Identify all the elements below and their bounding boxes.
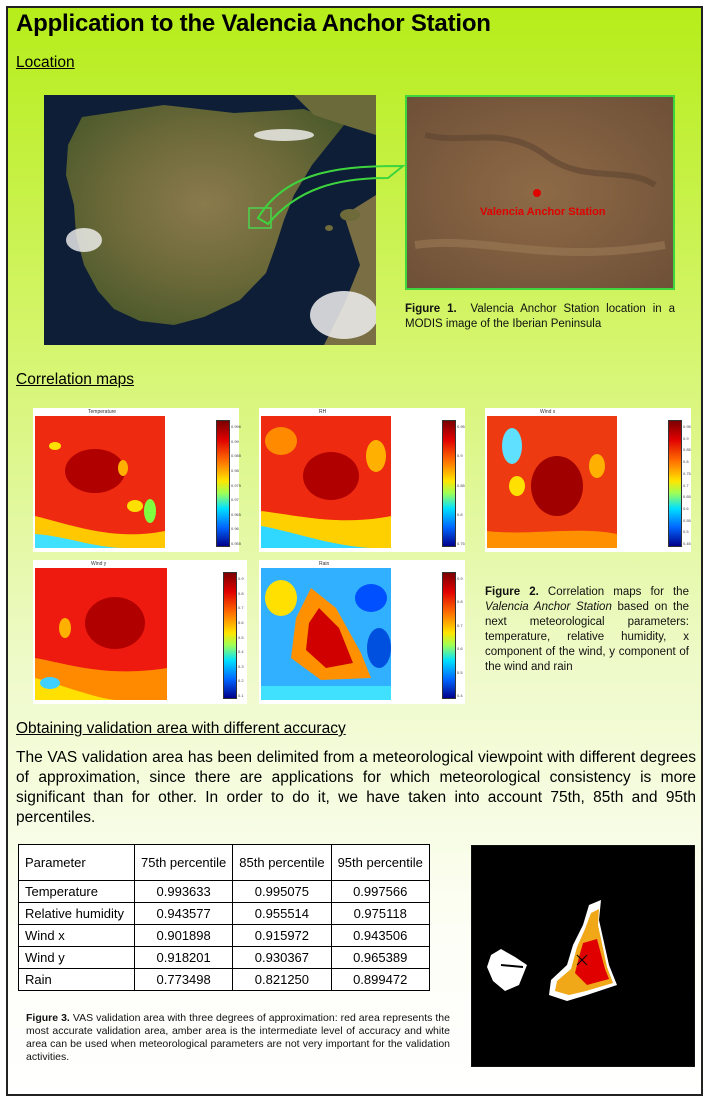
- table-header: Parameter: [19, 845, 135, 881]
- colorbar-tick-label: 0.975: [231, 482, 242, 488]
- vas-zoom-image: [405, 95, 675, 290]
- section-location: Location: [16, 54, 75, 71]
- colorbar-tick-label: 0.9: [683, 435, 689, 441]
- figure2-text-pre: Correlation maps for the: [547, 586, 689, 598]
- colorbar-tick-label: 0.99: [231, 438, 239, 444]
- table-cell: 0.773498: [135, 969, 233, 991]
- table-row: [19, 969, 430, 991]
- corr-map-title: RH: [319, 409, 327, 415]
- table-cell: 0.821250: [233, 969, 331, 991]
- validation-area-map: [471, 845, 695, 1067]
- table-row: [19, 881, 430, 903]
- corr-map-field: [35, 568, 167, 700]
- colorbar-tick-label: 0.55: [683, 517, 691, 523]
- table-cell: 0.943577: [135, 903, 233, 925]
- colorbar-tick-label: 0.5: [238, 634, 244, 640]
- table-cell: Relative humidity: [19, 903, 135, 925]
- colorbar-tick-label: 0.965: [231, 511, 242, 517]
- colorbar-tick-label: 0.95: [683, 424, 691, 429]
- colorbar-tick-label: 0.75: [457, 541, 465, 546]
- corr-map-title: Wind x: [540, 409, 556, 415]
- table-cell: 0.899472: [331, 969, 429, 991]
- colorbar: [668, 420, 682, 547]
- colorbar-tick-label: 0.95: [457, 424, 465, 429]
- colorbar-tick-label: 0.955: [231, 541, 242, 546]
- table-header-row: [19, 845, 430, 881]
- table-cell: 0.901898: [135, 925, 233, 947]
- table-cell: 0.993633: [135, 881, 233, 903]
- section-validation: Obtaining validation area with different accuracy: [16, 720, 346, 737]
- table-cell: Rain: [19, 969, 135, 991]
- table-cell: 0.995075: [233, 881, 331, 903]
- table-cell: 0.915972: [233, 925, 331, 947]
- table-cell: 0.997566: [331, 881, 429, 903]
- colorbar-tick-label: 0.8: [238, 590, 244, 596]
- colorbar-tick-label: 0.97: [231, 497, 239, 503]
- colorbar-tick-label: 0.9: [457, 453, 463, 459]
- colorbar-tick-label: 0.65: [683, 494, 691, 500]
- corr-map-field: [35, 416, 165, 548]
- corr-map-rh: [259, 408, 465, 552]
- vas-marker-label: Valencia Anchor Station: [480, 206, 606, 218]
- corr-map-rain: [259, 560, 465, 704]
- table-cell: 0.975118: [331, 903, 429, 925]
- corr-map-field: [261, 416, 391, 548]
- corr-map-title: Wind y: [91, 561, 107, 567]
- colorbar-tick-label: 0.9: [457, 576, 463, 581]
- table-row: [19, 903, 430, 925]
- table-cell: 0.918201: [135, 947, 233, 969]
- table-cell: Temperature: [19, 881, 135, 903]
- colorbar-tick-label: 0.6: [683, 505, 689, 511]
- corr-map-temperature: [33, 408, 242, 552]
- table-cell: Wind y: [19, 947, 135, 969]
- corr-map-wind-x: [485, 408, 691, 552]
- colorbar-tick-label: 0.7: [457, 622, 463, 628]
- corr-map-title: Temperature: [88, 409, 117, 415]
- colorbar: [442, 420, 456, 547]
- colorbar-tick-label: 0.5: [457, 669, 463, 675]
- corr-map-field: [261, 568, 391, 700]
- colorbar: [442, 572, 456, 699]
- percentile-table: [18, 844, 430, 991]
- poster-title: Application to the Valencia Anchor Station: [16, 10, 491, 37]
- colorbar-tick-label: 0.9: [238, 576, 244, 581]
- corr-map-wind-y: [33, 560, 247, 704]
- colorbar-tick-label: 0.4: [238, 649, 244, 655]
- figure3-text: VAS validation area with three degrees of approximation: red area represents the most accurate validation area, amber area is the intermediate level of accuracy and white area can be used when meteorological parameters are not very important for the validation activities.: [26, 1012, 450, 1063]
- figure1-label: Figure 1.: [405, 303, 457, 315]
- table-row: [19, 947, 430, 969]
- corr-map-field: [487, 416, 617, 548]
- colorbar: [223, 572, 237, 699]
- table-cell: Wind x: [19, 925, 135, 947]
- table-cell: 0.930367: [233, 947, 331, 969]
- colorbar-tick-label: 0.8: [457, 511, 463, 517]
- table-header: 75th percentile: [135, 845, 233, 881]
- colorbar-tick-label: 0.5: [683, 529, 689, 535]
- colorbar-tick-label: 0.85: [457, 482, 465, 488]
- figure3-label: Figure 3.: [26, 1012, 70, 1024]
- colorbar-tick-label: 0.1: [238, 693, 244, 698]
- colorbar-tick-label: 0.6: [457, 646, 463, 652]
- figure1-caption: [405, 302, 675, 332]
- table-cell: 0.965389: [331, 947, 429, 969]
- colorbar-tick-label: 0.6: [238, 619, 244, 625]
- colorbar-tick-label: 0.7: [683, 482, 689, 488]
- vas-marker-icon: [533, 189, 541, 197]
- colorbar-tick-label: 0.2: [238, 678, 244, 684]
- colorbar-tick-label: 0.3: [238, 663, 244, 669]
- colorbar: [216, 420, 230, 547]
- table-cell: 0.943506: [331, 925, 429, 947]
- colorbar-tick-label: 0.8: [683, 459, 689, 465]
- poster: [6, 6, 703, 1096]
- section-correlation: Correlation maps: [16, 371, 135, 388]
- colorbar-tick-label: 0.85: [683, 447, 691, 453]
- corr-map-title: Rain: [319, 561, 330, 567]
- colorbar-tick-label: 0.96: [231, 526, 239, 532]
- colorbar-tick-label: 0.45: [683, 541, 691, 546]
- table-cell: 0.955514: [233, 903, 331, 925]
- figure2-label: Figure 2.: [485, 586, 539, 598]
- figure2-text-post: based on the next meteorological parameters: temperature, relative humidity, x component of the wind, y component of the wind and rain: [485, 601, 689, 673]
- figure2-caption: [485, 585, 689, 675]
- figure3-caption: [26, 1012, 450, 1064]
- colorbar-tick-label: 0.75: [683, 470, 691, 476]
- colorbar-tick-label: 0.7: [238, 605, 244, 611]
- zoom-connector: [228, 158, 408, 238]
- colorbar-tick-label: 0.985: [231, 453, 242, 459]
- colorbar-tick-label: 0.8: [457, 599, 463, 605]
- colorbar-tick-label: 0.98: [231, 467, 239, 473]
- validation-paragraph: The VAS validation area has been delimited from a meteorological viewpoint with different degrees of approximation, since there are applications for which meteorological consistency is more significant than for other. In order to do it, we have taken into account 75th, 85th and 95th percentiles.: [16, 749, 696, 826]
- colorbar-tick-label: 0.996: [231, 424, 242, 429]
- colorbar-tick-label: 0.4: [457, 693, 463, 698]
- table-header: 95th percentile: [331, 845, 429, 881]
- figure1-text: Valencia Anchor Station location in a MODIS image of the Iberian Peninsula: [405, 303, 676, 330]
- figure2-text-italic: Valencia Anchor Station: [485, 601, 612, 613]
- table-header: 85th percentile: [233, 845, 331, 881]
- table-row: [19, 925, 430, 947]
